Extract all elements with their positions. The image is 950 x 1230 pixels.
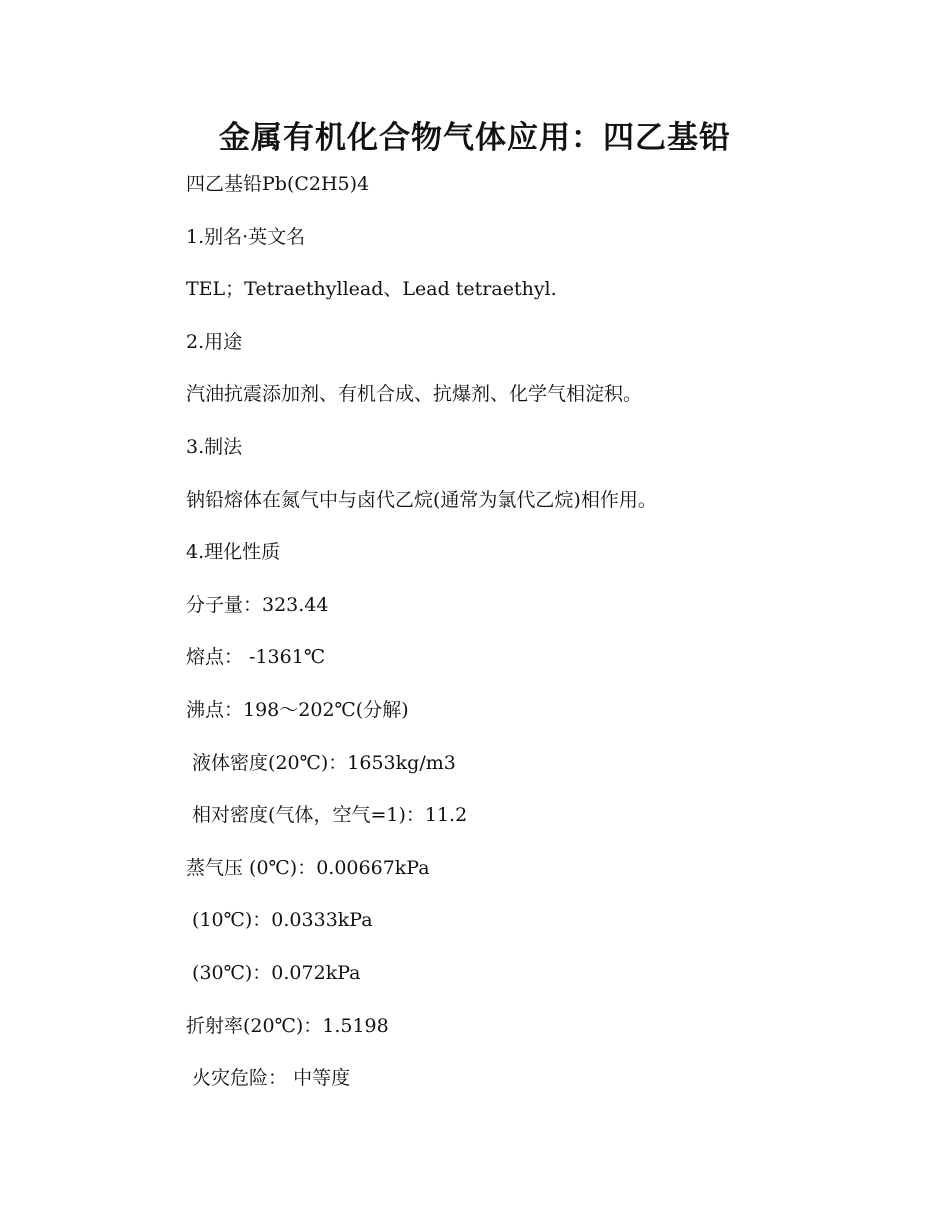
property-refractive-index: 折射率(20℃)：1.5198 (186, 1014, 389, 1037)
document-title: 金属有机化合物气体应用：四乙基铅 (219, 120, 731, 156)
section-heading-usage: 2.用途 (186, 330, 243, 353)
property-liquid-density: 液体密度(20℃)：1653kg/m3 (186, 751, 456, 774)
property-melting-point: 熔点： -1361℃ (186, 646, 326, 669)
property-boiling-point: 沸点：198～202℃(分解) (186, 698, 409, 721)
property-molecular-weight: 分子量：323.44 (186, 593, 329, 616)
formula-line: 四乙基铅Pb(C2H5)4 (186, 173, 370, 195)
property-vapor-pressure-10c: (10℃)：0.0333kPa (186, 909, 373, 932)
property-fire-hazard: 火灾危险： 中等度 (186, 1067, 351, 1090)
property-vapor-pressure-0c: 蒸气压 (0℃)：0.00667kPa (186, 856, 430, 879)
document-body (186, 170, 886, 1117)
preparation-text: 钠铅熔体在氮气中与卤代乙烷(通常为氯代乙烷)相作用。 (186, 488, 657, 511)
property-relative-density: 相对密度(气体，空气=1)：11.2 (186, 804, 468, 827)
section-heading-properties: 4.理化性质 (186, 541, 281, 564)
section-heading-preparation: 3.制法 (186, 435, 243, 458)
property-vapor-pressure-30c: (30℃)：0.072kPa (186, 961, 361, 984)
usage-text: 汽油抗震添加剂、有机合成、抗爆剂、化学气相淀积。 (186, 383, 643, 406)
section-heading-alias: 1.别名·英文名 (186, 225, 306, 248)
alias-text: TEL；Tetraethyllead、Lead tetraethyl. (186, 278, 557, 301)
